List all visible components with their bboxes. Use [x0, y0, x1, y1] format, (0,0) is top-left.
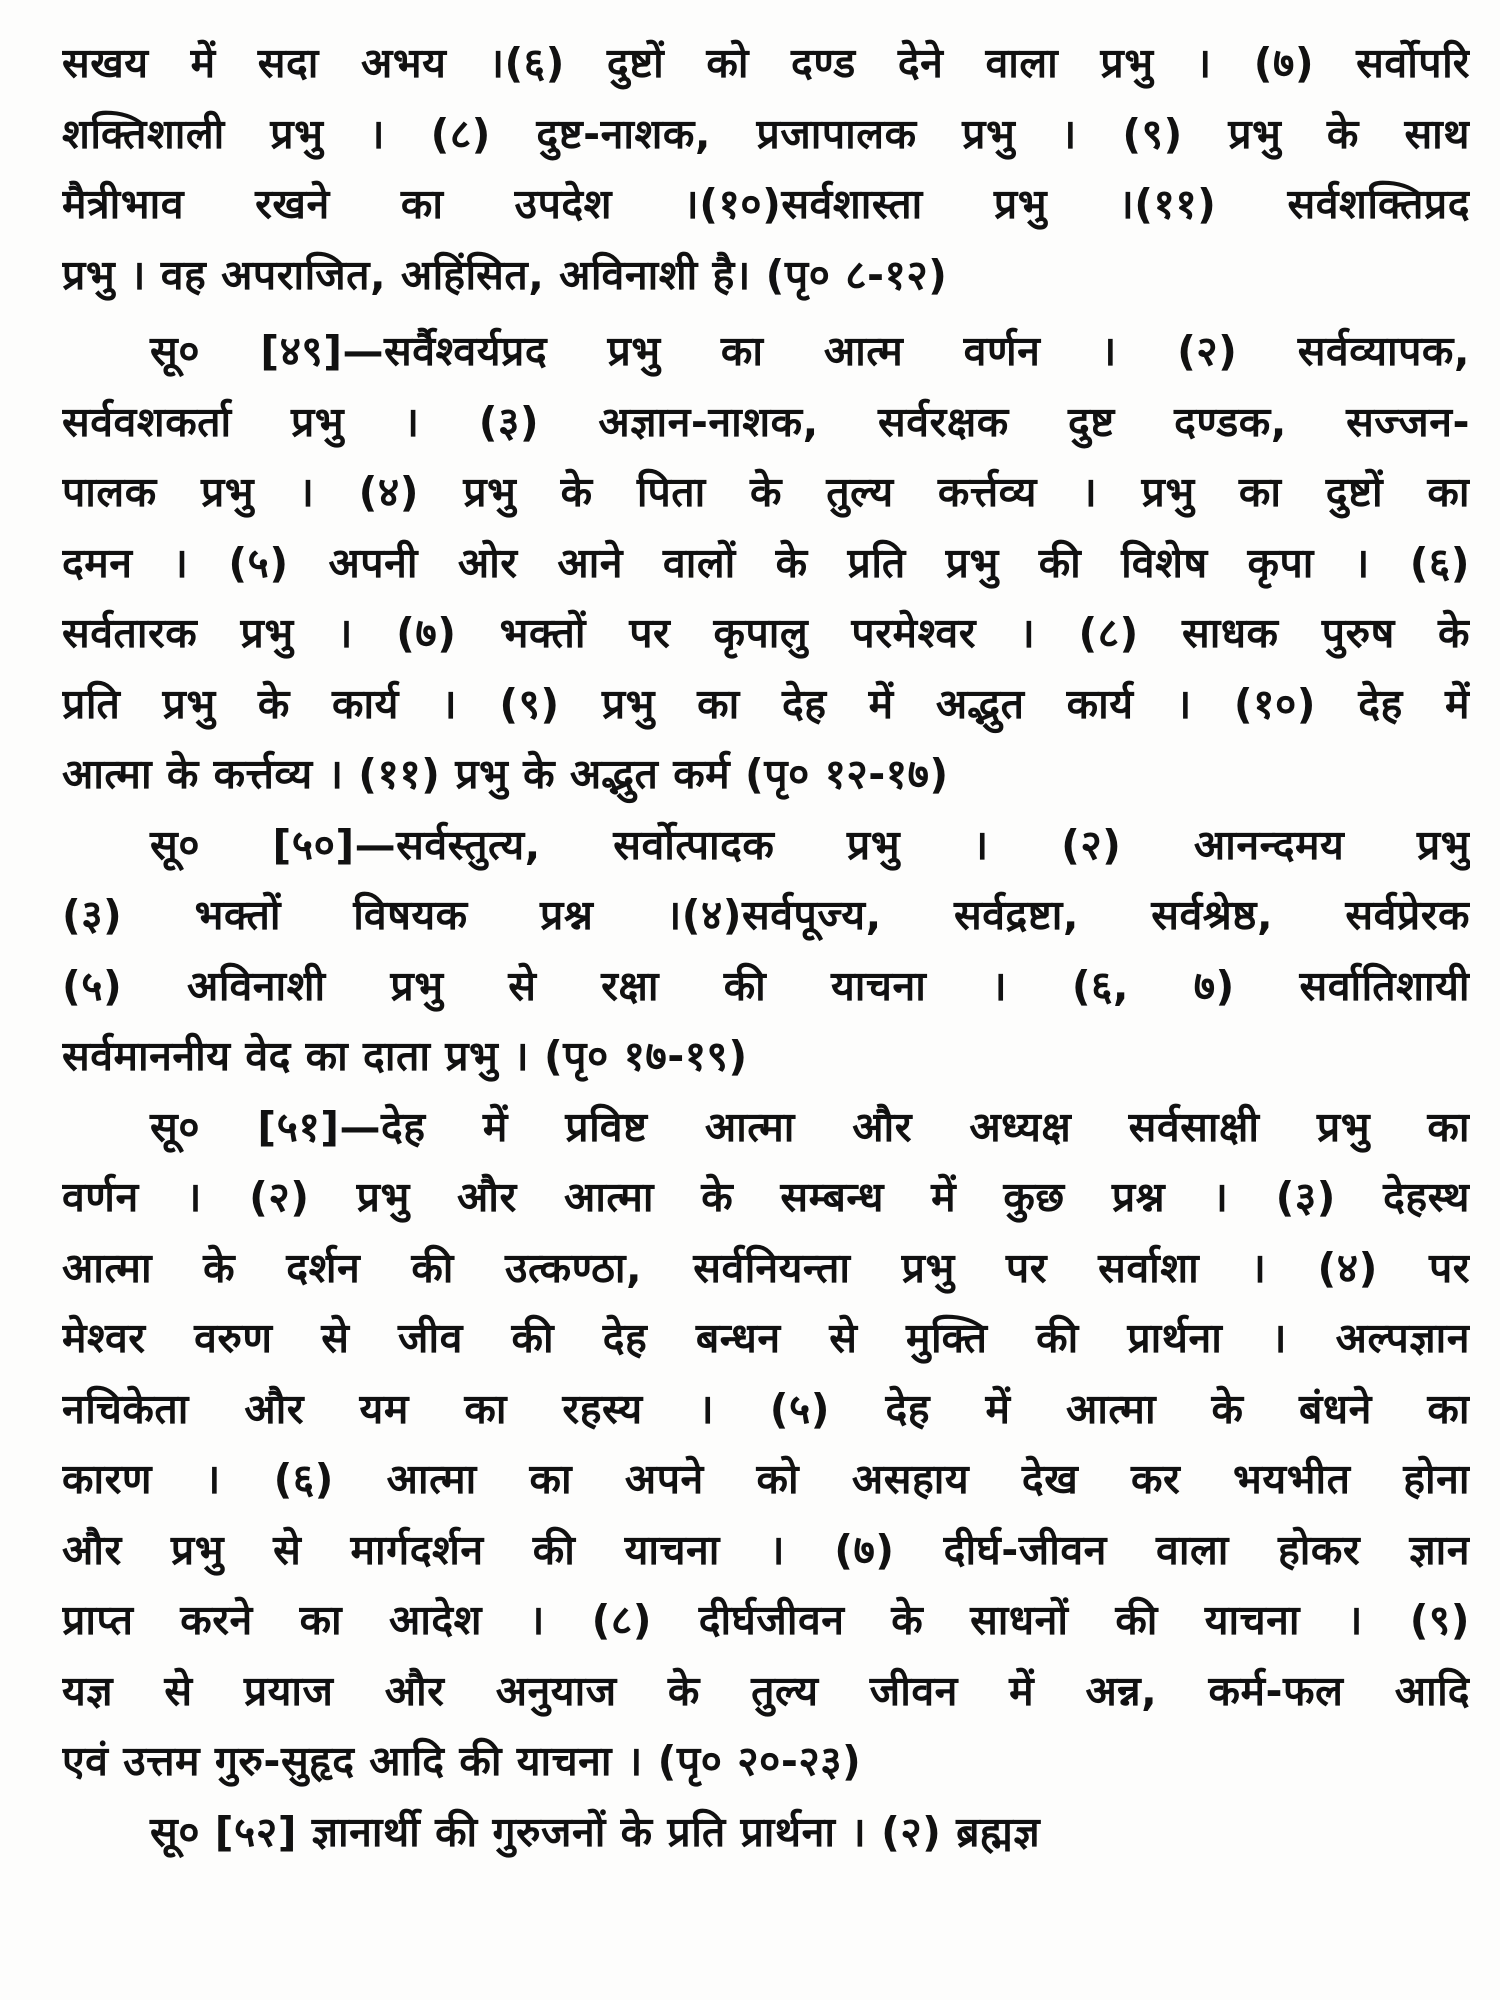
text-line: और प्रभु से मार्गदर्शन की याचना । (७) दीर्घ-जीवन वाला होकर ज्ञान — [62, 1525, 1470, 1574]
text-line: यज्ञ से प्रयाज और अनुयाज के तुल्य जीवन में अन्न, कर्म-फल आदि — [62, 1666, 1470, 1715]
text-line: (५) अविनाशी प्रभु से रक्षा की याचना । (६, ७) सर्वातिशायी — [62, 961, 1470, 1010]
text-line: कारण । (६) आत्मा का अपने को असहाय देख कर भयभीत होना — [62, 1455, 1470, 1503]
text-line: आत्मा के कर्त्तव्य । (११) प्रभु के अद्भुत कर्म (पृ० १२-१७) — [62, 750, 949, 798]
text-line: सर्वतारक प्रभु । (७) भक्तों पर कृपालु परमेश्वर । (८) साधक पुरुष के — [62, 609, 1470, 657]
text-line: सर्वमाननीय वेद का दाता प्रभु । (पृ० १७-१९) — [62, 1032, 748, 1080]
text-line: प्राप्त करने का आदेश । (८) दीर्घजीवन के साधनों की याचना । (९) — [62, 1596, 1470, 1644]
text-line: प्रभु । वह अपराजित, अहिंसित, अविनाशी है। (पृ० ८-१२) — [62, 250, 948, 299]
sukta-heading-51: सू० [५१]—देह में प्रविष्ट आत्मा और अध्यक्ष सर्वसाक्षी प्रभु का — [150, 1102, 1470, 1151]
text-line: शक्तिशाली प्रभु । (८) दुष्ट-नाशक, प्रजापालक प्रभु । (९) प्रभु के साथ — [62, 109, 1470, 158]
text-line: प्रति प्रभु के कार्य । (९) प्रभु का देह में अद्भुत कार्य । (१०) देह में — [62, 679, 1470, 728]
sukta-heading-52: सू० [५२] ज्ञानार्थी की गुरुजनों के प्रति प्रार्थना । (२) ब्रह्मज्ञ — [150, 1807, 1041, 1856]
text-line: आत्मा के दर्शन की उत्कण्ठा, सर्वनियन्ता प्रभु पर सर्वाशा । (४) पर — [62, 1243, 1470, 1292]
text-line: (३) भक्तों विषयक प्रश्न ।(४)सर्वपूज्य, सर्वद्रष्टा, सर्वश्रेष्ठ, सर्वप्रेरक — [62, 891, 1470, 939]
text-line: सर्ववशकर्ता प्रभु । (३) अज्ञान-नाशक, सर्वरक्षक दुष्ट दण्डक, सज्जन- — [62, 397, 1470, 446]
text-line: मैत्रीभाव रखने का उपदेश ।(१०)सर्वशास्ता प्रभु ।(११) सर्वशक्तिप्रद — [62, 180, 1470, 228]
text-line: सखय में सदा अभय ।(६) दुष्टों को दण्ड देने वाला प्रभु । (७) सर्वोपरि — [62, 39, 1470, 87]
text-line: नचिकेता और यम का रहस्य । (५) देह में आत्मा के बंधने का — [62, 1384, 1470, 1433]
text-line: वर्णन । (२) प्रभु और आत्मा के सम्बन्ध में कुछ प्रश्न । (३) देहस्थ — [62, 1173, 1470, 1221]
sukta-heading-50: सू० [५०]—सर्वस्तुत्य, सर्वोत्पादक प्रभु । (२) आनन्दमय प्रभु — [150, 820, 1470, 869]
text-line: मेश्वर वरुण से जीव की देह बन्धन से मुक्ति की प्रार्थना । अल्पज्ञान — [62, 1314, 1470, 1362]
text-line: एवं उत्तम गुरु-सुहृद आदि की याचना । (पृ० २०-२३) — [62, 1737, 862, 1785]
text-line: पालक प्रभु । (४) प्रभु के पिता के तुल्य कर्त्तव्य । प्रभु का दुष्टों का — [62, 468, 1470, 516]
text-line: दमन । (५) अपनी ओर आने वालों के प्रति प्रभु की विशेष कृपा । (६) — [62, 538, 1470, 587]
sukta-heading-49: सू० [४९]—सर्वैश्वर्यप्रद प्रभु का आत्म वर्णन । (२) सर्वव्यापक, — [150, 327, 1470, 375]
